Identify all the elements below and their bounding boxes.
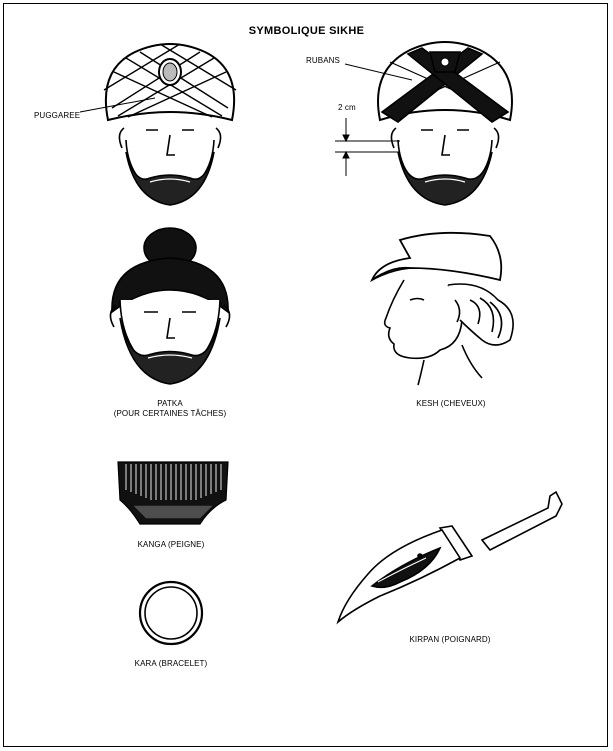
rubans-turban-figure bbox=[378, 42, 512, 205]
puggaree-turban-figure bbox=[104, 44, 236, 205]
kirpan-figure bbox=[338, 492, 562, 622]
patka-label: PATKA bbox=[157, 399, 183, 408]
rubans-label: RUBANS bbox=[306, 56, 340, 65]
patka-figure bbox=[110, 228, 229, 384]
kesh-label: KESH (CHEVEUX) bbox=[416, 399, 486, 408]
kara-figure bbox=[140, 582, 202, 644]
kanga-figure bbox=[118, 462, 228, 524]
kirpan-label: KIRPAN (POIGNARD) bbox=[409, 635, 491, 644]
measurement-label: 2 cm bbox=[338, 103, 356, 112]
kesh-figure bbox=[372, 233, 513, 385]
measurement-2cm bbox=[335, 118, 400, 176]
page-title: SYMBOLIQUE SIKHE bbox=[248, 25, 365, 37]
puggaree-label: PUGGAREE bbox=[34, 111, 81, 120]
kara-label: KARA (BRACELET) bbox=[134, 659, 208, 668]
kanga-label: KANGA (PEIGNE) bbox=[137, 540, 205, 549]
patka-note-label: (POUR CERTAINES TÂCHES) bbox=[113, 409, 227, 418]
